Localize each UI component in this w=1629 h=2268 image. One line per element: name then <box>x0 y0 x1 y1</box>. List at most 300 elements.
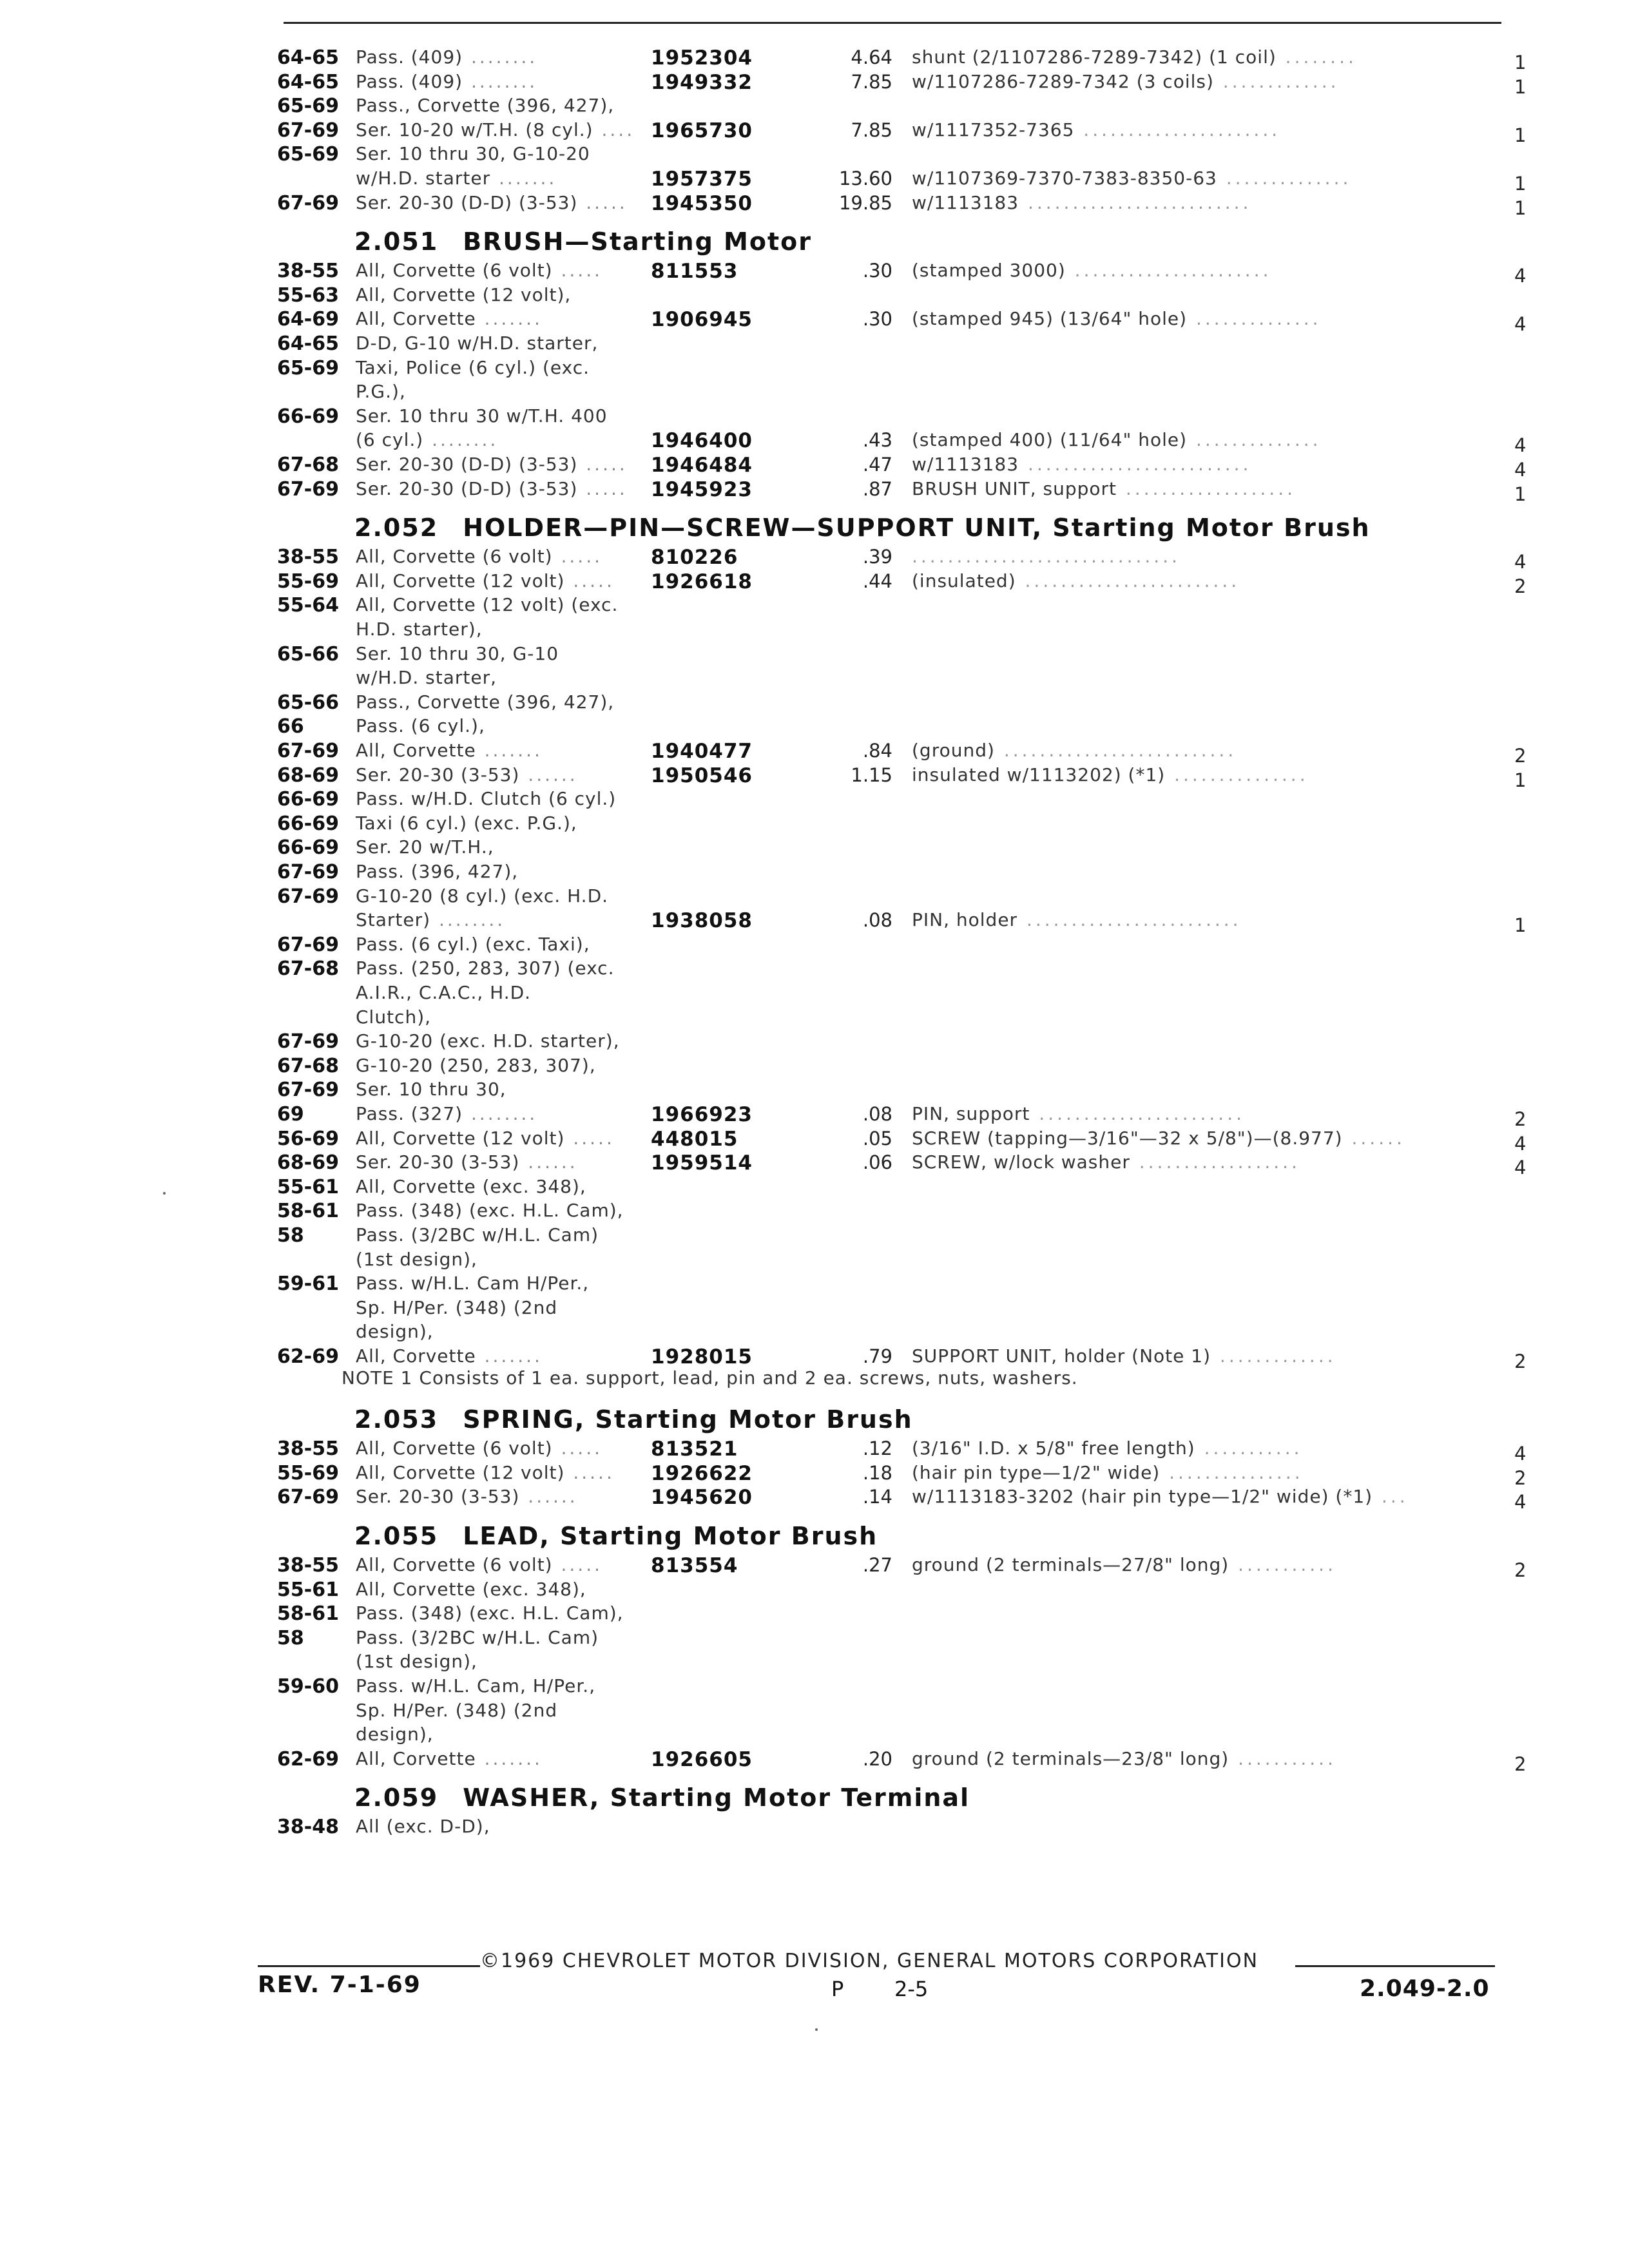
part-description <box>912 46 1357 68</box>
parts-row <box>0 1461 1629 1489</box>
model-years: 62-69 <box>277 1747 339 1771</box>
quantity: 4 <box>1514 1491 1527 1514</box>
model-years: 38-55 <box>277 260 339 283</box>
application-text: All, Corvette (12 volt) <box>356 1127 565 1149</box>
part-description <box>912 454 1251 475</box>
dot-leader: ....... <box>476 1747 543 1769</box>
model-years: 65-66 <box>277 691 339 714</box>
quantity: 1 <box>1514 914 1527 937</box>
parts-row <box>0 405 1629 429</box>
application <box>356 715 485 736</box>
application-text: Pass. w/H.L. Cam, H/Per., <box>356 1675 596 1696</box>
application <box>356 812 577 834</box>
dot-leader: ...... <box>519 1486 578 1508</box>
application <box>356 357 590 378</box>
model-years: 66-69 <box>277 836 339 860</box>
dot-leader: ........... <box>1229 1747 1336 1769</box>
quantity: 4 <box>1514 459 1527 481</box>
application-text: All, Corvette (6 volt) <box>356 1554 553 1575</box>
application <box>356 284 571 305</box>
list-price: .44 <box>862 570 892 592</box>
parts-row <box>0 691 1629 715</box>
description-text: PIN, support <box>912 1103 1030 1124</box>
quantity: 4 <box>1514 434 1527 457</box>
dot-leader: ................... <box>1117 477 1296 499</box>
parts-row <box>0 143 1629 167</box>
application <box>356 381 406 402</box>
model-years: 64-65 <box>277 332 339 355</box>
part-description <box>912 192 1251 213</box>
section-title: HOLDER—PIN—SCREW—SUPPORT UNIT, Starting Motor Brush <box>463 514 1371 543</box>
model-years: 66-69 <box>277 812 339 835</box>
application <box>356 1224 599 1245</box>
application-text: w/H.D. starter, <box>356 667 497 689</box>
dot-leader: ........ <box>463 70 538 92</box>
application-text: Ser. 10-20 w/T.H. (8 cyl.) <box>356 119 593 140</box>
parts-row <box>0 191 1629 219</box>
part-number: 1945350 <box>651 191 753 215</box>
scan-speck <box>815 2028 818 2031</box>
application <box>356 1579 586 1600</box>
quantity: 2 <box>1514 1753 1527 1775</box>
part-description <box>912 764 1309 785</box>
section-title: BRUSH—Starting Motor <box>463 227 812 256</box>
top-rule <box>284 22 1501 24</box>
dot-leader: ........ <box>430 909 506 931</box>
application <box>356 143 590 164</box>
description-text: w/1113183 <box>912 191 1019 213</box>
application-text: D-D, G-10 w/H.D. starter, <box>356 332 599 354</box>
dot-leader: .............. <box>1187 429 1322 451</box>
parts-row <box>0 1724 1629 1747</box>
list-price: .08 <box>862 909 892 932</box>
application-text: All, Corvette (6 volt) <box>356 1437 553 1459</box>
application-text: Sp. H/Per. (348) (2nd <box>356 1699 558 1721</box>
list-price: .06 <box>862 1151 892 1174</box>
application-text: All, Corvette (12 volt) <box>356 570 565 591</box>
part-description <box>912 1748 1336 1769</box>
footer-revision: REV. 7-1-69 <box>258 1972 421 1998</box>
parts-row <box>0 168 1629 195</box>
application-text: Starter) <box>356 909 431 931</box>
part-number: 1926622 <box>651 1461 753 1485</box>
application <box>356 909 505 930</box>
parts-row <box>0 308 1629 336</box>
application-text: (1st design), <box>356 1248 477 1270</box>
parts-row <box>0 1127 1629 1155</box>
application <box>356 1627 599 1648</box>
application <box>356 546 602 567</box>
model-years: 58 <box>277 1224 304 1247</box>
model-years: 64-65 <box>277 70 339 93</box>
parts-row <box>0 934 1629 957</box>
description-text: shunt (2/1107286-7289-7342) (1 coil) <box>912 46 1277 68</box>
part-number: 813521 <box>651 1437 738 1461</box>
application-text: All, Corvette <box>356 308 476 330</box>
parts-row <box>0 1602 1629 1626</box>
part-number: 1965730 <box>651 119 753 142</box>
parts-row <box>0 1816 1629 1840</box>
part-number: 813554 <box>651 1554 738 1577</box>
application <box>356 1321 434 1342</box>
parts-row <box>0 1297 1629 1321</box>
parts-row <box>0 381 1629 405</box>
description-text: (stamped 3000) <box>912 260 1066 282</box>
application-text: Ser. 20-30 (3-53) <box>356 764 520 785</box>
dot-leader: ..... <box>577 477 628 499</box>
application <box>356 1103 537 1124</box>
model-years: 55-69 <box>277 570 339 593</box>
dot-leader: ........................ <box>1017 909 1242 931</box>
dot-leader: ....... <box>476 740 543 761</box>
list-price: 7.85 <box>851 70 892 93</box>
part-description <box>912 71 1340 92</box>
application-text: H.D. starter), <box>356 619 483 640</box>
application-text: Pass., Corvette (396, 427), <box>356 95 615 117</box>
section-number: 2.051 <box>354 227 439 256</box>
list-price: .39 <box>862 546 892 568</box>
description-text: (hair pin type—1/2" wide) <box>912 1461 1161 1483</box>
dot-leader: ............... <box>1165 764 1309 785</box>
dot-leader: ........ <box>423 429 499 451</box>
dot-leader: ............. <box>1213 70 1340 92</box>
application <box>356 1748 543 1769</box>
model-years: 55-61 <box>277 1578 339 1601</box>
parts-row <box>0 836 1629 860</box>
quantity: 2 <box>1514 1108 1527 1130</box>
part-description <box>912 570 1240 591</box>
application-text: All, Corvette <box>356 1345 476 1367</box>
parts-row <box>0 260 1629 287</box>
application <box>356 429 498 450</box>
part-description <box>912 740 1237 761</box>
application <box>356 1700 557 1721</box>
application-text: P.G.), <box>356 381 406 403</box>
model-years: 69 <box>277 1103 304 1126</box>
quantity: 4 <box>1514 265 1527 287</box>
application <box>356 1200 624 1221</box>
application <box>356 1249 477 1270</box>
dot-leader: ........... <box>1229 1554 1336 1575</box>
application-text: Pass. (250, 283, 307) (exc. <box>356 957 615 979</box>
part-number: 1945923 <box>651 477 753 501</box>
list-price: 1.15 <box>851 764 892 786</box>
application-text: Pass., Corvette (396, 427), <box>356 691 615 713</box>
parts-row <box>0 429 1629 457</box>
description-text: insulated w/1113202) (*1) <box>912 764 1166 785</box>
quantity: 2 <box>1514 745 1527 767</box>
dot-leader: ...................... <box>1074 119 1281 140</box>
quantity: 1 <box>1514 769 1527 791</box>
quantity: 2 <box>1514 1350 1527 1372</box>
dot-leader: ...... <box>519 764 578 785</box>
description-text: w/1107286-7289-7342 (3 coils) <box>912 70 1214 92</box>
dot-leader: .... <box>593 119 635 140</box>
list-price: .84 <box>862 740 892 762</box>
application <box>356 1176 586 1197</box>
dot-leader: ..... <box>577 191 628 213</box>
part-description <box>912 1554 1336 1575</box>
dot-leader: ..... <box>552 546 603 568</box>
dot-leader: ....... <box>490 168 557 189</box>
application-text: G-10-20 (8 cyl.) (exc. H.D. <box>356 885 609 907</box>
parts-row <box>0 957 1629 981</box>
dot-leader: ..... <box>564 1127 615 1149</box>
part-description <box>912 119 1280 140</box>
part-description <box>912 1128 1405 1149</box>
list-price: .30 <box>862 260 892 282</box>
part-description <box>912 1486 1409 1507</box>
parts-row <box>0 1006 1629 1030</box>
quantity: 1 <box>1514 124 1527 146</box>
model-years: 65-69 <box>277 95 339 118</box>
application-text: Pass. (327) <box>356 1103 463 1124</box>
model-years: 62-69 <box>277 1345 339 1368</box>
list-price: 7.85 <box>851 119 892 141</box>
application <box>356 71 537 92</box>
quantity: 2 <box>1514 1466 1527 1489</box>
application-text: Pass. w/H.D. Clutch (6 cyl.) <box>356 788 617 810</box>
application <box>356 332 598 354</box>
model-years: 67-68 <box>277 957 339 981</box>
model-years: 55-63 <box>277 284 339 307</box>
list-price: .18 <box>862 1461 892 1484</box>
parts-row <box>0 1651 1629 1675</box>
description-text: ground (2 terminals—27/8" long) <box>912 1554 1229 1575</box>
application <box>356 1055 596 1076</box>
application-text: Pass. (6 cyl.) (exc. Taxi), <box>356 933 590 955</box>
part-number: 1945620 <box>651 1486 753 1510</box>
parts-row <box>0 1627 1629 1651</box>
parts-row <box>0 1224 1629 1248</box>
application-text: Pass. (409) <box>356 70 463 92</box>
description-text: PIN, holder <box>912 909 1018 931</box>
model-years: 66 <box>277 715 304 738</box>
dot-leader: ...................... <box>1065 260 1272 282</box>
section-title: LEAD, Starting Motor Brush <box>463 1522 878 1550</box>
parts-row <box>0 570 1629 597</box>
model-years: 55-64 <box>277 594 339 617</box>
model-years: 38-55 <box>277 546 339 569</box>
application <box>356 1816 490 1837</box>
application <box>356 691 614 713</box>
description-text: (3/16" I.D. x 5/8" free length) <box>912 1437 1195 1459</box>
application-text: Sp. H/Per. (348) (2nd <box>356 1296 558 1318</box>
parts-row <box>0 1151 1629 1179</box>
model-years: 67-69 <box>277 861 339 883</box>
dot-leader: ....... <box>476 308 543 330</box>
application-text: Pass. (409) <box>356 46 463 68</box>
quantity: 1 <box>1514 75 1527 98</box>
quantity: 2 <box>1514 575 1527 597</box>
application-text: All, Corvette (12 volt) <box>356 1461 565 1483</box>
dot-leader: ........ <box>463 1103 538 1124</box>
description-text: BRUSH UNIT, support <box>912 477 1117 499</box>
part-number: 1950546 <box>651 764 753 787</box>
part-number: 1926618 <box>651 570 753 593</box>
description-text: SCREW, w/lock washer <box>912 1151 1130 1173</box>
application-text: Clutch), <box>356 1006 432 1028</box>
dot-leader: .................. <box>1130 1151 1300 1173</box>
application <box>356 1486 578 1507</box>
application <box>356 260 602 281</box>
dot-leader: ...... <box>1342 1127 1405 1149</box>
application <box>356 1273 589 1294</box>
model-years: 64-65 <box>277 46 339 69</box>
dot-leader: .............................. <box>912 546 1181 568</box>
part-number: 1949332 <box>651 70 753 94</box>
application-text: All, Corvette (12 volt), <box>356 284 572 305</box>
dot-leader: ...... <box>519 1151 578 1173</box>
section-title: WASHER, Starting Motor Terminal <box>463 1783 970 1812</box>
application <box>356 168 557 189</box>
parts-row <box>0 1176 1629 1200</box>
application <box>356 836 494 858</box>
application <box>356 1602 624 1624</box>
parts-row <box>0 1700 1629 1724</box>
model-years: 65-66 <box>277 642 339 666</box>
quantity: 4 <box>1514 1443 1527 1465</box>
application-text: Pass. (3/2BC w/H.L. Cam) <box>356 1626 599 1648</box>
parts-row <box>0 1486 1629 1514</box>
dot-leader: ..... <box>577 454 628 475</box>
description-text: w/1117352-7365 <box>912 119 1075 140</box>
parts-row <box>0 357 1629 381</box>
application-text: Ser. 20-30 (3-53) <box>356 1151 520 1173</box>
parts-row <box>0 546 1629 573</box>
scan-speck <box>163 1192 166 1195</box>
application-text: All, Corvette (exc. 348), <box>356 1578 586 1600</box>
list-price: 13.60 <box>838 168 892 189</box>
model-years: 55-61 <box>277 1175 339 1198</box>
application-text: Taxi, Police (6 cyl.) (exc. <box>356 356 590 378</box>
parts-row <box>0 1249 1629 1273</box>
parts-row <box>0 1273 1629 1296</box>
parts-row <box>0 1321 1629 1345</box>
model-years: 55-69 <box>277 1461 339 1485</box>
dot-leader: ....... <box>476 1345 543 1367</box>
model-years: 66-69 <box>277 788 339 811</box>
part-description <box>912 1437 1303 1459</box>
section-number: 2.055 <box>354 1522 439 1550</box>
application-text: design), <box>356 1321 434 1343</box>
parts-row <box>0 477 1629 505</box>
part-description <box>912 1462 1304 1483</box>
application <box>356 478 628 499</box>
application-text: Pass. (348) (exc. H.L. Cam), <box>356 1200 624 1222</box>
application <box>356 788 616 809</box>
dot-leader: ........................ <box>1016 570 1240 591</box>
parts-row <box>0 95 1629 119</box>
quantity: 4 <box>1514 313 1527 336</box>
quantity: 4 <box>1514 1157 1527 1179</box>
description-text: SCREW (tapping—3/16"—32 x 5/8")—(8.977) <box>912 1127 1343 1149</box>
part-description <box>912 168 1351 189</box>
application-text: Ser. 20-30 (3-53) <box>356 1486 520 1508</box>
list-price: .14 <box>862 1486 892 1508</box>
list-price: .08 <box>862 1103 892 1125</box>
part-description <box>912 429 1322 450</box>
application-text: design), <box>356 1724 434 1745</box>
dot-leader: .......................... <box>994 740 1237 761</box>
parts-row <box>0 619 1629 642</box>
application-text: A.I.R., C.A.C., H.D. <box>356 982 532 1003</box>
footer-page-number: 2-5 <box>894 1977 929 2001</box>
application-text: All, Corvette (exc. 348), <box>356 1175 586 1197</box>
list-price: .43 <box>862 429 892 452</box>
part-number: 1928015 <box>651 1345 753 1369</box>
description-text: (ground) <box>912 740 995 761</box>
parts-row <box>0 1747 1629 1775</box>
application-text: All, Corvette <box>356 1747 476 1769</box>
list-price: .47 <box>862 454 892 476</box>
parts-row <box>0 885 1629 909</box>
part-description <box>912 308 1322 329</box>
part-number: 1946400 <box>651 429 753 453</box>
parts-row <box>0 1675 1629 1699</box>
parts-row <box>0 667 1629 691</box>
dot-leader: ............... <box>1160 1461 1304 1483</box>
application <box>356 1297 557 1318</box>
dot-leader: ..... <box>564 1461 615 1483</box>
application <box>356 764 578 785</box>
parts-row <box>0 1079 1629 1102</box>
part-number: 810226 <box>651 546 738 570</box>
application <box>356 885 608 907</box>
application <box>356 46 537 68</box>
part-description <box>912 1345 1336 1367</box>
part-number: 1966923 <box>651 1103 753 1126</box>
parts-row <box>0 1554 1629 1581</box>
model-years: 67-69 <box>277 1486 339 1509</box>
application <box>356 1006 431 1028</box>
application <box>356 594 618 615</box>
model-years: 59-61 <box>277 1273 339 1296</box>
application <box>356 667 497 688</box>
quantity: 1 <box>1514 483 1527 505</box>
section-number: 2.052 <box>354 514 439 543</box>
parts-row <box>0 1030 1629 1054</box>
quantity: 4 <box>1514 1132 1527 1155</box>
list-price: .12 <box>862 1437 892 1460</box>
application-text: All, Corvette <box>356 740 476 761</box>
quantity: 1 <box>1514 52 1527 73</box>
parts-row <box>0 1345 1629 1372</box>
parts-row <box>0 70 1629 98</box>
quantity: 4 <box>1514 551 1527 573</box>
model-years: 67-69 <box>277 933 339 956</box>
parts-row <box>0 1055 1629 1079</box>
parts-row <box>0 788 1629 812</box>
application <box>356 95 614 116</box>
model-years: 65-69 <box>277 356 339 380</box>
list-price: 19.85 <box>838 191 892 214</box>
description-text: ground (2 terminals—23/8" long) <box>912 1747 1229 1769</box>
section-heading <box>354 1405 913 1434</box>
section-heading <box>354 1522 878 1550</box>
application-text: (6 cyl.) <box>356 429 424 451</box>
application-text: All, Corvette (12 volt) (exc. <box>356 594 619 616</box>
description-text: SUPPORT UNIT, holder (Note 1) <box>912 1345 1211 1367</box>
application-text: Pass. (348) (exc. H.L. Cam), <box>356 1602 624 1624</box>
application <box>356 982 531 1003</box>
application-text: Ser. 20-30 (D-D) (3-53) <box>356 191 578 213</box>
application <box>356 643 559 664</box>
part-number: 1946484 <box>651 454 753 477</box>
application-text: (1st design), <box>356 1651 477 1673</box>
model-years: 67-69 <box>277 119 339 142</box>
description-text: (stamped 945) (13/64" hole) <box>912 308 1188 330</box>
